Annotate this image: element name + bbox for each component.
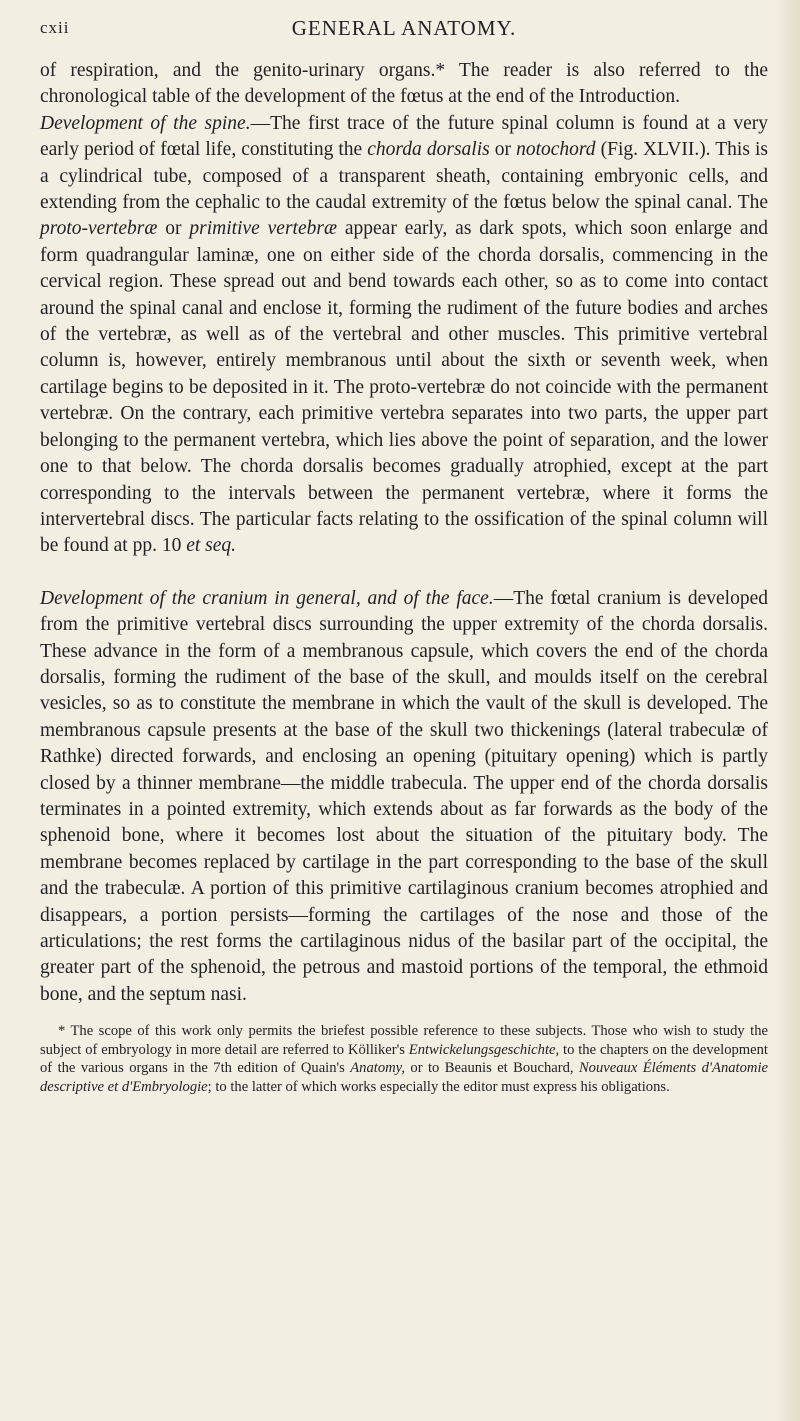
footnote-text: ; to the latter of which works especially the editor must express his obligations.	[207, 1079, 670, 1095]
term-primitive-vertebrae: primitive vertebræ	[189, 218, 337, 240]
text-run: or	[157, 218, 190, 240]
term-chorda-dorsalis: chorda dorsalis	[367, 139, 490, 161]
footnote-title-quain: Anatomy,	[350, 1060, 405, 1077]
term-et-seq: et seq.	[186, 535, 237, 557]
footnote-text: * The scope of this work only permits the briefest possible reference to these subjects. Those who wish to study the subject of embryology in more detail are referred to Kölliker's	[40, 1023, 768, 1058]
term-proto-vertebrae: proto-vertebræ	[40, 218, 158, 240]
footnote-title-beaunis: Nouveaux Éléments d'Anatomie descriptive et d'Embryologie	[40, 1060, 768, 1095]
page-number: cxii	[40, 18, 70, 37]
footnote-text: to the chapters on the development of the various organs in the 7th edition of Quain's	[40, 1041, 768, 1077]
body-text	[40, 58, 768, 1008]
paragraph-respiration: of respiration, and the genito-urinary organs.* The reader is also referred to the chronological table of the development of the fœtus at the end of the Introduction.	[40, 60, 768, 108]
section-heading-cranium: Development of the cranium in general, and of the face.	[40, 587, 494, 609]
page-header	[40, 14, 768, 44]
book-page	[40, 14, 768, 1097]
paragraph-spine	[40, 111, 768, 560]
page-edge-shadow	[774, 0, 800, 1421]
text-run: or	[489, 139, 517, 161]
text-run: (Fig. XLVII.). This is a cylindrical tube, composed of a transparent sheath, containing embryonic cells, and extending from the cephalic to the caudal extremity of the fœtus below the spinal canal. The	[40, 139, 768, 214]
text-run: —The fœtal cranium is developed from the primitive vertebral discs surrounding the upper extremity of the chorda dorsalis. These advance in the form of a membranous capsule, which covers the end of the chorda dorsalis, forming the rudiment of the base of the skull, and moulds itself on the cerebral vesicles, so as to constitute the membrane in which the vault of the skull is developed. The membranous capsule presents at the base of the skull two thickenings (lateral trabeculæ of Rathke) directed forwards, and enclosing an opening (pituitary opening) which is partly closed by a thinner membrane—the middle trabecula. The upper end of the chorda dorsalis terminates in a pointed extremity, which extends about as far forwards as the body of the sphenoid bone, where it becomes lost about the situation of the pituitary body. The membrane becomes replaced by cartilage in the part corresponding to the base of the skull and the trabeculæ. A portion of this primitive cartilaginous cranium becomes atrophied and disappears, a portion persists—forming the cartilages of the nose and those of the articulations; the rest forms the cartilaginous nidus of the basilar part of the occipital, the greater part of the sphenoid, the petrous and mastoid portions of the temporal, the ethmoid bone, and the septum nasi.	[40, 587, 768, 1005]
term-notochord: notochord	[516, 139, 596, 161]
footnote-title-kolliker: Entwickelungsgeschichte,	[408, 1041, 560, 1058]
text-run: —The first trace of the future spinal column is found at a very early period of fœtal life, constituting the	[40, 112, 768, 161]
running-head: GENERAL ANATOMY.	[291, 16, 517, 40]
footnote	[40, 1022, 768, 1096]
text-run: appear early, as dark spots, which soon enlarge and form quadrangular laminæ, one on either side of the chorda dorsalis, commencing in the cervical region. These spread out and bend towards each other, so as to come into contact around the spinal canal and enclose it, forming the rudiment of the future bodies and arches of the vertebræ, as well as of the vertebral and other muscles. This primitive vertebral column is, however, entirely membranous until about the sixth or seventh week, when cartilage begins to be deposited in it. The proto-vertebræ do not coincide with the permanent vertebræ. On the contrary, each primitive vertebra separates into two parts, the upper part belonging to the permanent vertebra, which lies above the point of separation, and the lower one to that below. The chorda dorsalis becomes gradually atrophied, except at the part corresponding to the intervals between the permanent vertebræ, where it forms the intervertebral discs. The particular facts relating to the ossification of the spinal column will be found at pp. 10	[40, 218, 768, 557]
footnote-text: or to Beaunis et Bouchard,	[405, 1060, 579, 1077]
paragraph-cranium	[40, 586, 768, 1009]
section-heading-spine: Development of the spine.	[40, 112, 251, 134]
